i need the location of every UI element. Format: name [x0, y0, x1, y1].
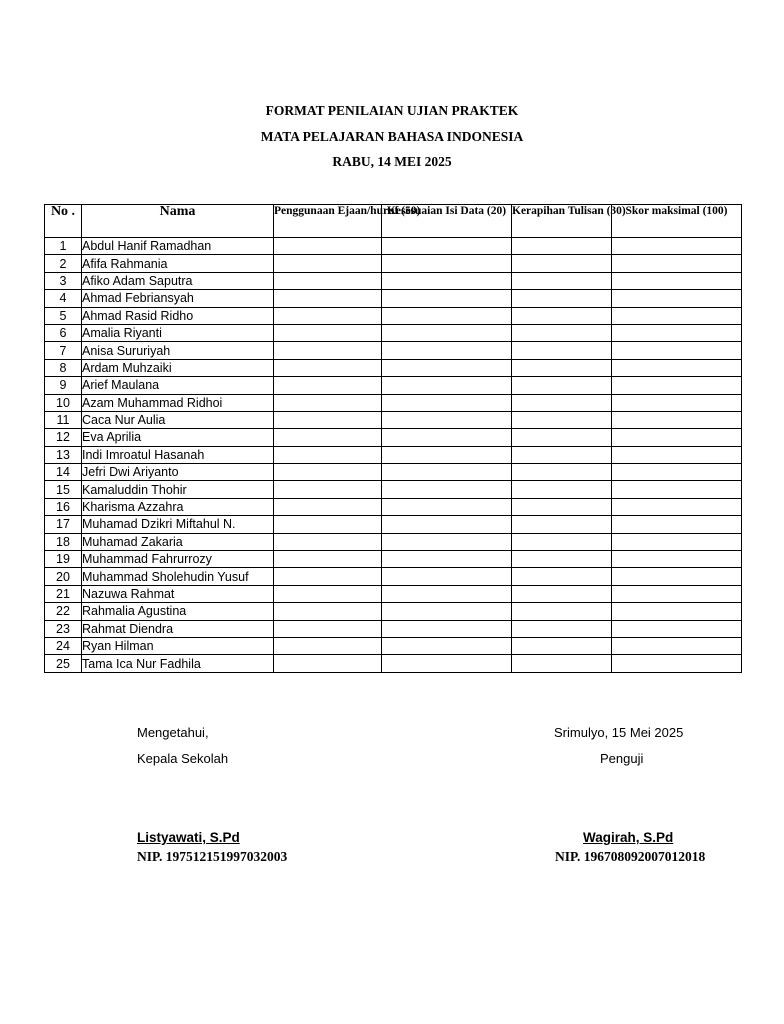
table-row: [45, 377, 742, 394]
ejaan-score-cell[interactable]: [274, 446, 382, 463]
table-row: [45, 446, 742, 463]
col-header-nama: Nama: [82, 205, 274, 238]
table-body: [45, 238, 742, 673]
row-number: 10: [45, 394, 82, 411]
isi-score-cell[interactable]: [382, 342, 512, 359]
student-name: Eva Aprilia: [82, 429, 274, 446]
skor-total-cell[interactable]: [612, 324, 742, 341]
student-name: Afiko Adam Saputra: [82, 272, 274, 289]
isi-score-cell[interactable]: [382, 324, 512, 341]
isi-score-cell[interactable]: [382, 481, 512, 498]
kerapihan-score-cell[interactable]: [512, 446, 612, 463]
kerapihan-score-cell[interactable]: [512, 290, 612, 307]
isi-score-cell[interactable]: [382, 446, 512, 463]
table-row: [45, 481, 742, 498]
row-number: 16: [45, 498, 82, 515]
isi-score-cell[interactable]: [382, 238, 512, 255]
kerapihan-score-cell[interactable]: [512, 481, 612, 498]
examiner-role: Penguji: [600, 751, 644, 766]
skor-total-cell[interactable]: [612, 498, 742, 515]
examiner-name: Wagirah, S.Pd: [583, 830, 674, 845]
ejaan-score-cell[interactable]: [274, 411, 382, 428]
table-row: [45, 533, 742, 550]
table-row: [45, 411, 742, 428]
row-number: 19: [45, 551, 82, 568]
isi-score-cell[interactable]: [382, 516, 512, 533]
row-number: 7: [45, 342, 82, 359]
row-number: 15: [45, 481, 82, 498]
row-number: 9: [45, 377, 82, 394]
row-number: 17: [45, 516, 82, 533]
table-header-row: [45, 205, 742, 238]
kerapihan-score-cell[interactable]: [512, 324, 612, 341]
student-name: Indi Imroatul Hasanah: [82, 446, 274, 463]
row-number: 13: [45, 446, 82, 463]
student-name: Amalia Riyanti: [82, 324, 274, 341]
kerapihan-score-cell[interactable]: [512, 655, 612, 672]
student-name: Muhammad Fahrurrozy: [82, 551, 274, 568]
table-row: [45, 637, 742, 654]
table-row: [45, 498, 742, 515]
col-header-kerapihan: Kerapihan Tulisan (30): [512, 205, 612, 238]
acknowledged-label: Mengetahui,: [137, 725, 209, 740]
skor-total-cell[interactable]: [612, 429, 742, 446]
student-name: Ardam Muhzaiki: [82, 359, 274, 376]
row-number: 14: [45, 464, 82, 481]
isi-score-cell[interactable]: [382, 272, 512, 289]
table-row: [45, 585, 742, 602]
table-row: [45, 324, 742, 341]
table-row: [45, 290, 742, 307]
row-number: 23: [45, 620, 82, 637]
ejaan-score-cell[interactable]: [274, 377, 382, 394]
kerapihan-score-cell[interactable]: [512, 637, 612, 654]
isi-score-cell[interactable]: [382, 411, 512, 428]
kerapihan-score-cell[interactable]: [512, 603, 612, 620]
skor-total-cell[interactable]: [612, 603, 742, 620]
principal-role: Kepala Sekolah: [137, 751, 229, 766]
student-name: Ryan Hilman: [82, 637, 274, 654]
table-row: [45, 359, 742, 376]
student-name: Ahmad Rasid Ridho: [82, 307, 274, 324]
isi-score-cell[interactable]: [382, 533, 512, 550]
table-row: [45, 655, 742, 672]
row-number: 4: [45, 290, 82, 307]
kerapihan-score-cell[interactable]: [512, 551, 612, 568]
isi-score-cell[interactable]: [382, 255, 512, 272]
kerapihan-score-cell[interactable]: [512, 533, 612, 550]
ejaan-score-cell[interactable]: [274, 551, 382, 568]
ejaan-score-cell[interactable]: [274, 620, 382, 637]
skor-total-cell[interactable]: [612, 481, 742, 498]
table-row: [45, 272, 742, 289]
isi-score-cell[interactable]: [382, 551, 512, 568]
kerapihan-score-cell[interactable]: [512, 255, 612, 272]
table-row: [45, 516, 742, 533]
isi-score-cell[interactable]: [382, 429, 512, 446]
isi-score-cell[interactable]: [382, 394, 512, 411]
student-name: Arief Maulana: [82, 377, 274, 394]
kerapihan-score-cell[interactable]: [512, 568, 612, 585]
ejaan-score-cell[interactable]: [274, 255, 382, 272]
student-name: Anisa Sururiyah: [82, 342, 274, 359]
row-number: 21: [45, 585, 82, 602]
student-name: Muhamad Dzikri Miftahul N.: [82, 516, 274, 533]
row-number: 6: [45, 324, 82, 341]
place-date: Srimulyo, 15 Mei 2025: [554, 725, 684, 740]
ejaan-score-cell[interactable]: [274, 307, 382, 324]
skor-total-cell[interactable]: [612, 585, 742, 602]
row-number: 12: [45, 429, 82, 446]
ejaan-score-cell[interactable]: [274, 342, 382, 359]
ejaan-score-cell[interactable]: [274, 429, 382, 446]
skor-total-cell[interactable]: [612, 516, 742, 533]
ejaan-score-cell[interactable]: [274, 464, 382, 481]
skor-total-cell[interactable]: [612, 551, 742, 568]
kerapihan-score-cell[interactable]: [512, 359, 612, 376]
title-line-3: RABU, 14 MEI 2025: [332, 154, 452, 169]
student-name: Ahmad Febriansyah: [82, 290, 274, 307]
row-number: 22: [45, 603, 82, 620]
kerapihan-score-cell[interactable]: [512, 272, 612, 289]
row-number: 18: [45, 533, 82, 550]
table-row: [45, 238, 742, 255]
col-header-skor: Skor maksimal (100): [612, 205, 742, 238]
principal-nip: NIP. 197512151997032003: [137, 849, 288, 864]
skor-total-cell[interactable]: [612, 533, 742, 550]
ejaan-score-cell[interactable]: [274, 359, 382, 376]
skor-total-cell[interactable]: [612, 446, 742, 463]
grading-table: [44, 204, 742, 673]
ejaan-score-cell[interactable]: [274, 655, 382, 672]
student-name: Rahmat Diendra: [82, 620, 274, 637]
title-line-2: MATA PELAJARAN BAHASA INDONESIA: [260, 129, 524, 144]
row-number: 2: [45, 255, 82, 272]
skor-total-cell[interactable]: [612, 377, 742, 394]
skor-total-cell[interactable]: [612, 307, 742, 324]
row-number: 24: [45, 637, 82, 654]
principal-name: Listyawati, S.Pd: [137, 830, 240, 845]
skor-total-cell[interactable]: [612, 568, 742, 585]
skor-total-cell[interactable]: [612, 290, 742, 307]
kerapihan-score-cell[interactable]: [512, 377, 612, 394]
skor-total-cell[interactable]: [612, 359, 742, 376]
skor-total-cell[interactable]: [612, 637, 742, 654]
student-name: Nazuwa Rahmat: [82, 585, 274, 602]
isi-score-cell[interactable]: [382, 359, 512, 376]
kerapihan-score-cell[interactable]: [512, 620, 612, 637]
row-number: 11: [45, 411, 82, 428]
ejaan-score-cell[interactable]: [274, 498, 382, 515]
isi-score-cell[interactable]: [382, 637, 512, 654]
ejaan-score-cell[interactable]: [274, 481, 382, 498]
ejaan-score-cell[interactable]: [274, 533, 382, 550]
isi-score-cell[interactable]: [382, 307, 512, 324]
kerapihan-score-cell[interactable]: [512, 307, 612, 324]
kerapihan-score-cell[interactable]: [512, 394, 612, 411]
row-number: 1: [45, 238, 82, 255]
kerapihan-score-cell[interactable]: [512, 429, 612, 446]
isi-score-cell[interactable]: [382, 568, 512, 585]
student-name: Azam Muhammad Ridhoi: [82, 394, 274, 411]
isi-score-cell[interactable]: [382, 603, 512, 620]
skor-total-cell[interactable]: [612, 411, 742, 428]
skor-total-cell[interactable]: [612, 342, 742, 359]
kerapihan-score-cell[interactable]: [512, 464, 612, 481]
row-number: 5: [45, 307, 82, 324]
row-number: 20: [45, 568, 82, 585]
student-name: Tama Ica Nur Fadhila: [82, 655, 274, 672]
student-name: Rahmalia Agustina: [82, 603, 274, 620]
skor-total-cell[interactable]: [612, 238, 742, 255]
kerapihan-score-cell[interactable]: [512, 238, 612, 255]
skor-total-cell[interactable]: [612, 255, 742, 272]
student-name: Kharisma Azzahra: [82, 498, 274, 515]
table-row: [45, 255, 742, 272]
ejaan-score-cell[interactable]: [274, 568, 382, 585]
col-header-ejaan: Penggunaan Ejaan/huruf (50): [274, 205, 382, 238]
ejaan-score-cell[interactable]: [274, 603, 382, 620]
title-line-1: FORMAT PENILAIAN UJIAN PRAKTEK: [265, 103, 519, 118]
student-name: Abdul Hanif Ramadhan: [82, 238, 274, 255]
student-name: Afifa Rahmania: [82, 255, 274, 272]
student-name: Caca Nur Aulia: [82, 411, 274, 428]
table-row: [45, 464, 742, 481]
ejaan-score-cell[interactable]: [274, 585, 382, 602]
isi-score-cell[interactable]: [382, 620, 512, 637]
table-row: [45, 307, 742, 324]
kerapihan-score-cell[interactable]: [512, 498, 612, 515]
table-row: [45, 394, 742, 411]
skor-total-cell[interactable]: [612, 620, 742, 637]
isi-score-cell[interactable]: [382, 498, 512, 515]
ejaan-score-cell[interactable]: [274, 272, 382, 289]
isi-score-cell[interactable]: [382, 655, 512, 672]
row-number: 8: [45, 359, 82, 376]
student-name: Jefri Dwi Ariyanto: [82, 464, 274, 481]
ejaan-score-cell[interactable]: [274, 394, 382, 411]
examiner-nip: NIP. 196708092007012018: [555, 849, 706, 864]
student-name: Kamaluddin Thohir: [82, 481, 274, 498]
table-row: [45, 568, 742, 585]
table-row: [45, 620, 742, 637]
skor-total-cell[interactable]: [612, 464, 742, 481]
isi-score-cell[interactable]: [382, 290, 512, 307]
isi-score-cell[interactable]: [382, 377, 512, 394]
kerapihan-score-cell[interactable]: [512, 516, 612, 533]
table-row: [45, 342, 742, 359]
skor-total-cell[interactable]: [612, 272, 742, 289]
table-row: [45, 603, 742, 620]
row-number: 3: [45, 272, 82, 289]
kerapihan-score-cell[interactable]: [512, 585, 612, 602]
skor-total-cell[interactable]: [612, 394, 742, 411]
student-name: Muhamad Zakaria: [82, 533, 274, 550]
col-header-no: No .: [45, 205, 82, 238]
ejaan-score-cell[interactable]: [274, 516, 382, 533]
skor-total-cell[interactable]: [612, 655, 742, 672]
ejaan-score-cell[interactable]: [274, 238, 382, 255]
col-header-isi: Kesesuaian Isi Data (20): [382, 205, 512, 238]
student-name: Muhammad Sholehudin Yusuf: [82, 568, 274, 585]
table-row: [45, 551, 742, 568]
ejaan-score-cell[interactable]: [274, 290, 382, 307]
table-row: [45, 429, 742, 446]
ejaan-score-cell[interactable]: [274, 637, 382, 654]
row-number: 25: [45, 655, 82, 672]
kerapihan-score-cell[interactable]: [512, 342, 612, 359]
ejaan-score-cell[interactable]: [274, 324, 382, 341]
kerapihan-score-cell[interactable]: [512, 411, 612, 428]
isi-score-cell[interactable]: [382, 464, 512, 481]
isi-score-cell[interactable]: [382, 585, 512, 602]
